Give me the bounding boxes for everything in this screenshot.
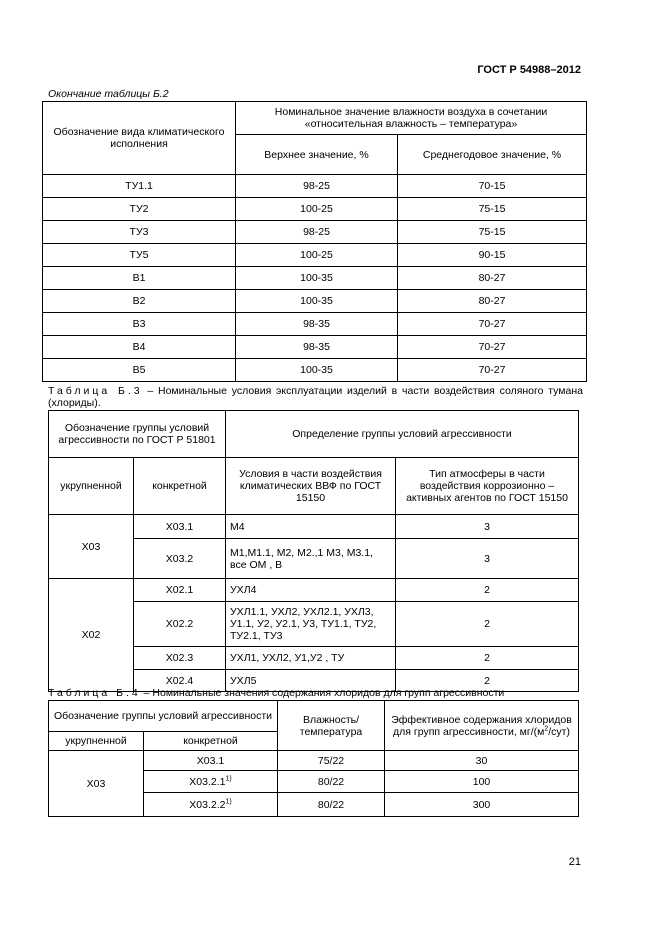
table-cell: В4 bbox=[43, 336, 236, 359]
table-cell: 2 bbox=[396, 670, 579, 692]
table-cell: 75-15 bbox=[398, 198, 587, 221]
table-b4-caption-text: – Номинальные значения содержания хлоридов для групп агрессивности bbox=[143, 687, 505, 699]
table-cell: 100-25 bbox=[236, 244, 398, 267]
table-row bbox=[43, 244, 587, 267]
effective-cell: 300 bbox=[385, 793, 579, 817]
page-number: 21 bbox=[568, 856, 581, 868]
table-cell: 2 bbox=[396, 579, 579, 602]
table-cell: Х03.1 bbox=[134, 515, 226, 539]
table-cell: 98-35 bbox=[236, 313, 398, 336]
humidity-cell: 80/22 bbox=[278, 771, 385, 793]
table-cell: ТУ2 bbox=[43, 198, 236, 221]
table-b3-head-definition: Определение группы условий агрессивности bbox=[226, 411, 579, 458]
code-cell bbox=[144, 751, 278, 771]
table-row bbox=[43, 198, 587, 221]
table-row bbox=[43, 336, 587, 359]
table-row bbox=[43, 221, 587, 244]
table-b2-head-upper: Верхнее значение, % bbox=[236, 135, 398, 175]
table-b3 bbox=[48, 410, 579, 692]
table-cell: 100-25 bbox=[236, 198, 398, 221]
table-b4 bbox=[48, 700, 579, 817]
table-cell: ТУ1.1 bbox=[43, 175, 236, 198]
table-b4-head-specific: конкретной bbox=[144, 732, 278, 751]
table-b2-head-average: Среднегодовое значение, % bbox=[398, 135, 587, 175]
table-row bbox=[43, 313, 587, 336]
table-b3-caption bbox=[48, 385, 583, 409]
table-cell: М4 bbox=[226, 515, 396, 539]
effective-cell: 100 bbox=[385, 771, 579, 793]
footnote-mark: 1) bbox=[225, 775, 232, 782]
table-cell: 98-25 bbox=[236, 221, 398, 244]
table-b2-head-group: Номинальное значение влажности воздуха в сочетании «относительная влажность – температура» bbox=[236, 102, 587, 135]
table-cell: 98-25 bbox=[236, 175, 398, 198]
table-cell: УХЛ1.1, УХЛ2, УХЛ2.1, УХЛ3, У1.1, У2, У2.1, У3, ТУ1.1, ТУ2, ТУ2.1, ТУ3 bbox=[226, 602, 396, 647]
table-cell: 70-27 bbox=[398, 336, 587, 359]
table-cell: 100-35 bbox=[236, 290, 398, 313]
table-cell: ТУ5 bbox=[43, 244, 236, 267]
table-cell: М1,М1.1, М2, М2.,1 М3, М3.1, все ОМ , В bbox=[226, 539, 396, 579]
table-row bbox=[43, 267, 587, 290]
table-cell: 70-27 bbox=[398, 359, 587, 382]
table-cell: ТУ3 bbox=[43, 221, 236, 244]
table-b3-head-specific: конкретной bbox=[134, 458, 226, 515]
table-cell: УХЛ4 bbox=[226, 579, 396, 602]
group-cell: Х03 bbox=[49, 515, 134, 579]
table-row bbox=[43, 290, 587, 313]
table-b3-head-atmosphere: Тип атмосферы в части воздействия коррозионно – активных агентов по ГОСТ 15150 bbox=[396, 458, 579, 515]
table-cell: 70-15 bbox=[398, 175, 587, 198]
table-row bbox=[43, 175, 587, 198]
table-cell: Х02.4 bbox=[134, 670, 226, 692]
table-cell: 80-27 bbox=[398, 290, 587, 313]
table-b3-head-group: Обозначение группы условий агрессивности по ГОСТ Р 51801 bbox=[49, 411, 226, 458]
table-cell: 2 bbox=[396, 647, 579, 670]
table-b3-head-conditions: Условия в части воздействия климатических ВВФ по ГОСТ 15150 bbox=[226, 458, 396, 515]
table-cell: В1 bbox=[43, 267, 236, 290]
table-b3-caption-label: Таблица Б.3 bbox=[48, 385, 143, 397]
table-b3-head-enlarged: укрупненной bbox=[49, 458, 134, 515]
table-cell: 3 bbox=[396, 515, 579, 539]
table-b2-head-col1: Обозначение вида климатического исполнения bbox=[43, 102, 236, 175]
table-cell: 80-27 bbox=[398, 267, 587, 290]
effective-sup: 2 bbox=[544, 725, 549, 732]
table-b4-head-enlarged: укрупненной bbox=[49, 732, 144, 751]
table-cell: 98-35 bbox=[236, 336, 398, 359]
table-row bbox=[43, 359, 587, 382]
table-cell: В5 bbox=[43, 359, 236, 382]
table-cell: 75-15 bbox=[398, 221, 587, 244]
table-b2 bbox=[42, 101, 587, 382]
table-cell: 3 bbox=[396, 539, 579, 579]
code-cell bbox=[144, 771, 278, 793]
humidity-cell: 75/22 bbox=[278, 751, 385, 771]
table-cell: Х03.2 bbox=[134, 539, 226, 579]
table-b3-caption-text: – Номинальные условия эксплуатации изделий в части воздействия соляного тумана (хлориды). bbox=[48, 385, 583, 409]
table-row bbox=[49, 579, 579, 602]
table-cell: 100-35 bbox=[236, 359, 398, 382]
group-cell: Х03 bbox=[49, 751, 144, 817]
effective-text: Эффективное содержания хлоридов для групп агрессивности, мг/(м bbox=[391, 713, 572, 738]
table-cell: В2 bbox=[43, 290, 236, 313]
table-row bbox=[49, 515, 579, 539]
table-row bbox=[49, 751, 579, 771]
group-cell: Х02 bbox=[49, 579, 134, 692]
table-cell: 90-15 bbox=[398, 244, 587, 267]
table-cell: 2 bbox=[396, 602, 579, 647]
table-b4-head-humidity: Влажность/ температура bbox=[278, 701, 385, 751]
table-b4-caption bbox=[48, 687, 504, 699]
table-b4-caption-label: Таблица Б.4 bbox=[48, 687, 141, 699]
table-cell: Х02.1 bbox=[134, 579, 226, 602]
table-cell: УХЛ1, УХЛ2, У1,У2 , ТУ bbox=[226, 647, 396, 670]
code-text: Х03.2.1 bbox=[189, 775, 226, 788]
code-text: Х03.2.2 bbox=[189, 798, 226, 811]
document-code: ГОСТ Р 54988–2012 bbox=[477, 64, 581, 76]
effective-end: /сут) bbox=[548, 725, 570, 738]
effective-cell: 30 bbox=[385, 751, 579, 771]
code-text: Х03.1 bbox=[196, 754, 225, 767]
table-cell: 70-27 bbox=[398, 313, 587, 336]
table-cell: В3 bbox=[43, 313, 236, 336]
humidity-cell: 80/22 bbox=[278, 793, 385, 817]
table-cell: УХЛ5 bbox=[226, 670, 396, 692]
table-cell: Х02.2 bbox=[134, 602, 226, 647]
table-cell: 100-35 bbox=[236, 267, 398, 290]
footnote-mark: 1) bbox=[225, 798, 232, 805]
table-b4-head-group: Обозначение группы условий агрессивности bbox=[49, 701, 278, 732]
code-cell bbox=[144, 793, 278, 817]
table-cell: Х02.3 bbox=[134, 647, 226, 670]
table-b2-caption: Окончание таблицы Б.2 bbox=[48, 88, 169, 100]
table-b4-head-effective bbox=[385, 701, 579, 751]
